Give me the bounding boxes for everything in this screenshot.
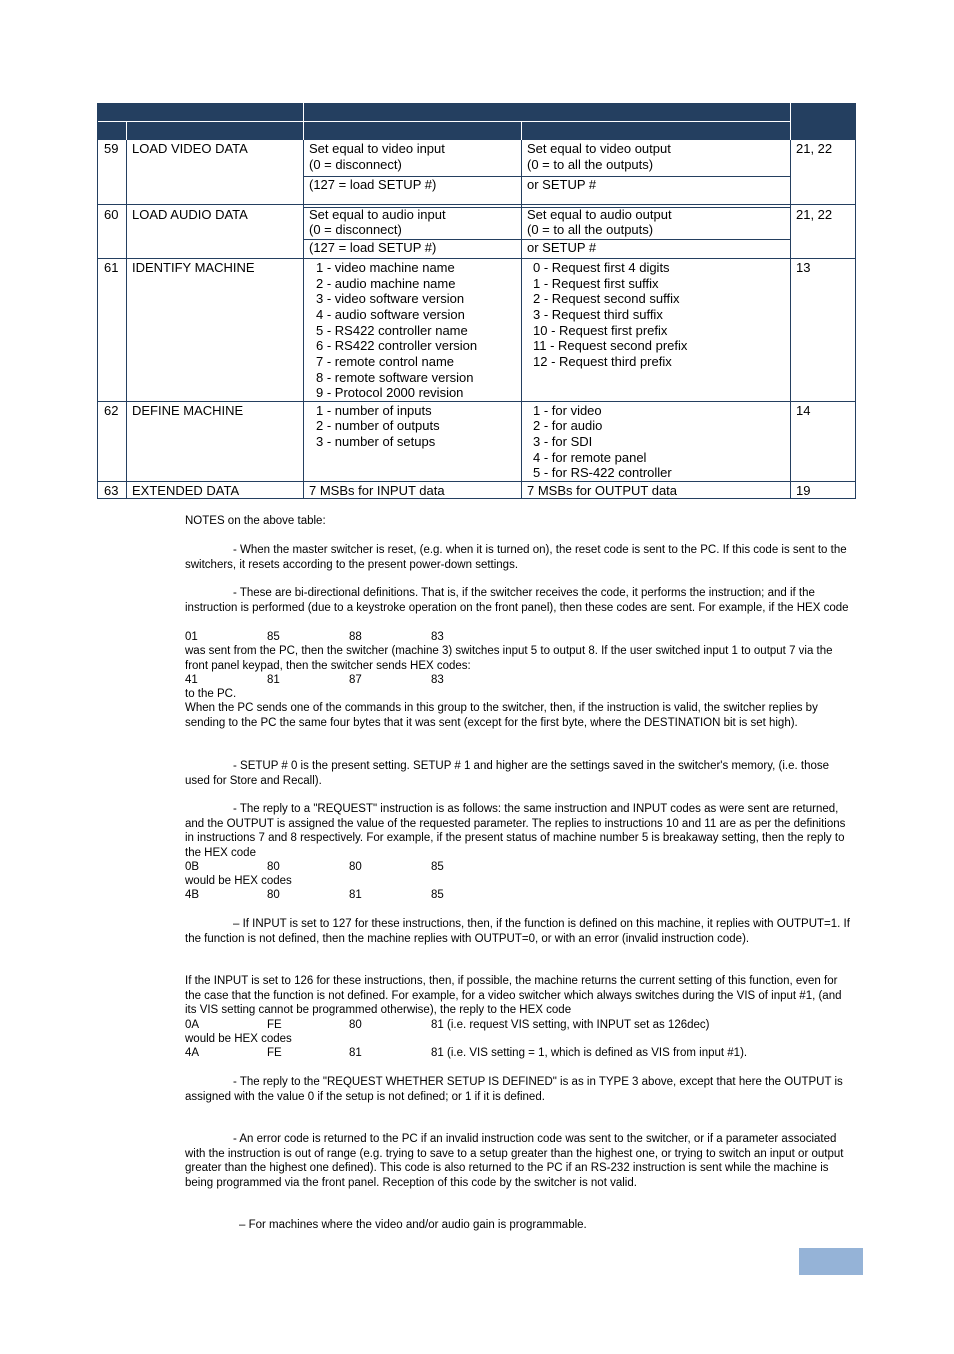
hex-code-row bbox=[185, 860, 853, 875]
row-output: 4 - for remote panel bbox=[533, 450, 647, 465]
hex-byte: 83 bbox=[431, 674, 444, 686]
row-name: LOAD VIDEO DATA bbox=[132, 141, 248, 156]
row-input: 9 - Protocol 2000 revision bbox=[316, 385, 464, 400]
row-output: (0 = to all the outputs) bbox=[527, 222, 654, 237]
row-output-2: or SETUP # bbox=[527, 240, 597, 255]
row-input: 2 - audio machine name bbox=[316, 276, 456, 291]
hex-byte: 81 bbox=[349, 1047, 362, 1059]
note-2c: to the PC. bbox=[185, 688, 237, 700]
row-notes: 21, 22 bbox=[796, 207, 833, 222]
note-2d: When the PC sends one of the commands in this group to the switcher, then, if the instruction is valid, the switcher replies by sending to the PC the same four bytes that it was sent (except for the first byte, where the DESTINATION bit is set high). bbox=[185, 702, 818, 729]
table-border bbox=[97, 103, 98, 499]
hex-byte: 81 bbox=[267, 674, 280, 686]
column-divider bbox=[521, 140, 522, 499]
hex-byte: 0A bbox=[185, 1019, 200, 1031]
note-2: - These are bi-directional definitions. That is, if the switcher receives the code, it performs the instruction; and if the instruction is performed (due to a keystroke operation on the front panel), then these codes are sent. For example, if the HEX code bbox=[185, 587, 849, 614]
hex-byte: 01 bbox=[185, 631, 198, 643]
note-4b: would be HEX codes bbox=[185, 875, 292, 887]
hex-byte: 4A bbox=[185, 1047, 200, 1059]
row-notes: 21, 22 bbox=[796, 141, 833, 156]
header-divider bbox=[126, 122, 127, 140]
hex-byte: 81 (i.e. VIS setting = 1, which is defined as VIS from input #1). bbox=[431, 1047, 748, 1059]
row-notes: 13 bbox=[796, 260, 811, 275]
row-output: 7 MSBs for OUTPUT data bbox=[527, 483, 678, 498]
note-5: – If INPUT is set to 127 for these instructions, then, if the function is defined on this machine, it replies with OUTPUT=1. If the function is not defined, then the machine replies with OUTPUT=0, or with an error (invalid instruction code). bbox=[185, 918, 850, 945]
row-output: 1 - Request first suffix bbox=[533, 276, 659, 291]
hex-code-row bbox=[185, 673, 853, 688]
note-7: - An error code is returned to the PC if an invalid instruction code was sent to the switcher, or if a parameter associated with the instruction is out of range (e.g. trying to save to a setup greater than the highest one, or trying to switch an input or output greater than the highest one defined). This code is also returned to the PC if an RS-232 instruction is sent while the machine is being programmed via the front panel. Reception of this code by the switcher is not valid. bbox=[185, 1133, 844, 1189]
row-name: LOAD AUDIO DATA bbox=[132, 207, 248, 222]
hex-byte: FE bbox=[267, 1047, 282, 1059]
row-output: 10 - Request first prefix bbox=[533, 323, 668, 338]
hex-byte: 85 bbox=[431, 861, 444, 873]
row-divider bbox=[97, 481, 856, 482]
row-notes: 14 bbox=[796, 403, 811, 418]
row-output: 0 - Request first 4 digits bbox=[533, 260, 670, 275]
row-input-2: (127 = load SETUP #) bbox=[309, 177, 437, 192]
row-input: 1 - video machine name bbox=[316, 260, 455, 275]
row-output: 5 - for RS-422 controller bbox=[533, 465, 672, 480]
note-4: - The reply to a "REQUEST" instruction is as follows: the same instruction and INPUT codes as were sent are returned, and the OUTPUT is assigned the value of the requested parameter. The replies to instructions 10 and 11 are as per the definitions in instructions 7 and 8 respectively. For example, if the present status of machine number 5 is breakaway setting, then the reply to the HEX code bbox=[185, 803, 846, 859]
row-input: 2 - number of outputs bbox=[316, 418, 440, 433]
note-5b: If the INPUT is set to 126 for these instructions, then, if possible, the machine returns the current setting of this function, even for the case that the function is not defined. For example, for a video switcher which always switches during the VIS of input #1, (and its VIS setting cannot be programmed otherwise), the reply to the HEX code bbox=[185, 975, 842, 1016]
hex-byte: 80 bbox=[267, 889, 280, 901]
row-number: 59 bbox=[104, 141, 119, 156]
row-input: 1 - number of inputs bbox=[316, 403, 432, 418]
column-divider bbox=[790, 140, 791, 499]
row-number: 61 bbox=[104, 260, 119, 275]
row-output: 3 - for SDI bbox=[533, 434, 593, 449]
hex-code-row bbox=[185, 888, 853, 903]
row-input: 6 - RS422 controller version bbox=[316, 338, 478, 353]
hex-byte: 80 bbox=[349, 861, 362, 873]
hex-byte: 88 bbox=[349, 631, 362, 643]
row-output: 1 - for video bbox=[533, 403, 602, 418]
row-output: 11 - Request second prefix bbox=[533, 338, 688, 353]
hex-byte: 81 (i.e. request VIS setting, with INPUT set as 126dec) bbox=[431, 1019, 710, 1031]
row-name: DEFINE MACHINE bbox=[132, 403, 244, 418]
notes-heading: NOTES on the above table: bbox=[185, 515, 326, 527]
note-2b: was sent from the PC, then the switcher (machine 3) switches input 5 to output 8. If the user switched input 1 to output 7 via the front panel keypad, then the switcher sends HEX codes: bbox=[185, 645, 833, 672]
row-divider bbox=[97, 258, 856, 259]
column-divider bbox=[126, 140, 127, 499]
hex-code-row bbox=[185, 1046, 853, 1061]
row-input: (0 = disconnect) bbox=[309, 222, 402, 237]
row-input: Set equal to audio input bbox=[309, 207, 446, 222]
row-input: 5 - RS422 controller name bbox=[316, 323, 468, 338]
row-input-2: (127 = load SETUP #) bbox=[309, 240, 437, 255]
hex-byte: 4B bbox=[185, 889, 200, 901]
hex-byte: 83 bbox=[431, 631, 444, 643]
hex-byte: 41 bbox=[185, 674, 198, 686]
row-input: Set equal to video input bbox=[309, 141, 445, 156]
row-output: Set equal to video output bbox=[527, 141, 671, 156]
row-name: IDENTIFY MACHINE bbox=[132, 260, 255, 275]
row-output: (0 = to all the outputs) bbox=[527, 157, 654, 172]
note-1: - When the master switcher is reset, (e.g. when it is turned on), the reset code is sent to the PC. If this code is sent to the switchers, it resets according to the present power-down settings. bbox=[185, 544, 847, 571]
row-output-2: or SETUP # bbox=[527, 177, 597, 192]
hex-code-row bbox=[185, 630, 853, 645]
note-5c: would be HEX codes bbox=[185, 1033, 292, 1045]
row-output: 2 - for audio bbox=[533, 418, 603, 433]
row-divider bbox=[97, 204, 856, 205]
note-8: – For machines where the video and/or audio gain is programmable. bbox=[239, 1219, 587, 1231]
hex-byte: 80 bbox=[267, 861, 280, 873]
hex-byte: 0B bbox=[185, 861, 200, 873]
header-divider bbox=[97, 121, 791, 122]
row-name: EXTENDED DATA bbox=[132, 483, 240, 498]
hex-byte: 80 bbox=[349, 1019, 362, 1031]
row-input: 7 MSBs for INPUT data bbox=[309, 483, 445, 498]
column-divider bbox=[303, 140, 304, 499]
page-number-box bbox=[799, 1248, 863, 1275]
row-divider bbox=[97, 401, 856, 402]
hex-byte: 85 bbox=[267, 631, 280, 643]
row-input: 3 - number of setups bbox=[316, 434, 436, 449]
row-number: 63 bbox=[104, 483, 119, 498]
row-number: 62 bbox=[104, 403, 119, 418]
hex-byte: 85 bbox=[431, 889, 444, 901]
row-output: Set equal to audio output bbox=[527, 207, 672, 222]
table-border bbox=[855, 103, 856, 499]
hex-byte: 87 bbox=[349, 674, 362, 686]
note-3: - SETUP # 0 is the present setting. SETUP # 1 and higher are the settings saved in the switcher's memory, (i.e. those used for Store and Recall). bbox=[185, 760, 830, 787]
row-input: 4 - audio software version bbox=[316, 307, 465, 322]
header-divider bbox=[303, 103, 304, 140]
row-output: 12 - Request third prefix bbox=[533, 354, 672, 369]
hex-code-row bbox=[185, 1018, 853, 1033]
hex-byte: 81 bbox=[349, 889, 362, 901]
row-input: 3 - video software version bbox=[316, 291, 465, 306]
header-divider bbox=[521, 122, 522, 140]
hex-byte: FE bbox=[267, 1019, 282, 1031]
header-divider bbox=[790, 103, 791, 140]
row-input: (0 = disconnect) bbox=[309, 157, 402, 172]
row-output: 2 - Request second suffix bbox=[533, 291, 680, 306]
row-input: 8 - remote software version bbox=[316, 370, 474, 385]
row-notes: 19 bbox=[796, 483, 811, 498]
row-number: 60 bbox=[104, 207, 119, 222]
row-input: 7 - remote control name bbox=[316, 354, 455, 369]
instruction-table bbox=[97, 103, 856, 499]
note-6: - The reply to the "REQUEST WHETHER SETUP IS DEFINED" is as in TYPE 3 above, except that here the OUTPUT is assigned with the value 0 if the setup is not defined; or 1 if it is defined. bbox=[185, 1076, 843, 1103]
row-output: 3 - Request third suffix bbox=[533, 307, 663, 322]
